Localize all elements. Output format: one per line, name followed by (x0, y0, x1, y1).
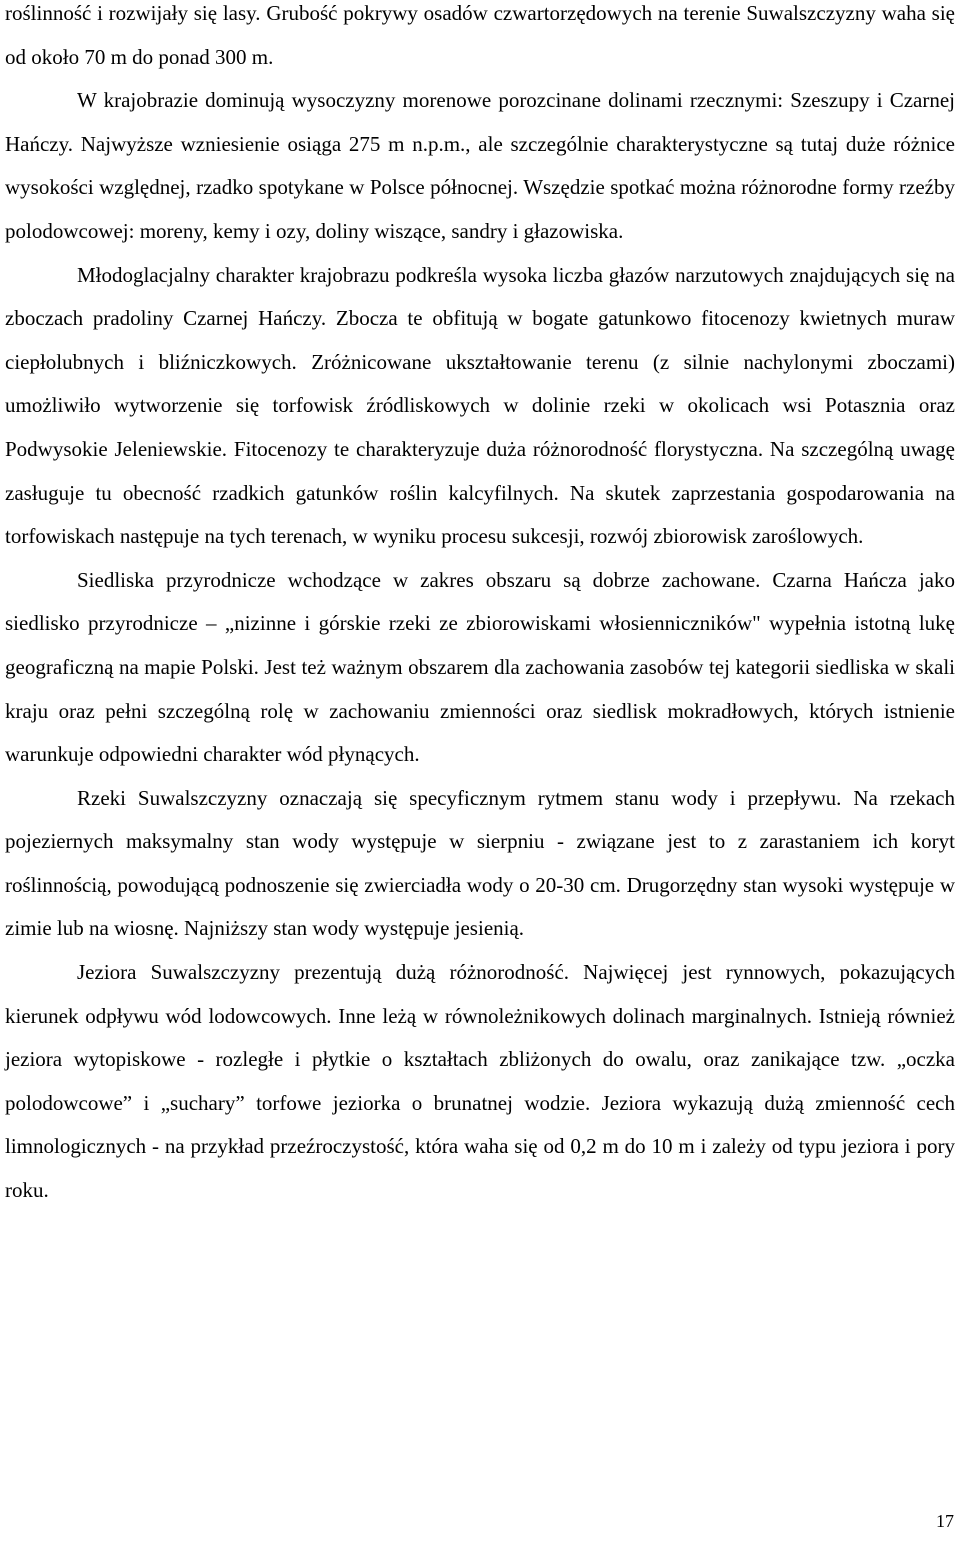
paragraph-1: roślinność i rozwijały się lasy. Grubość pokrywy osadów czwartorzędowych na terenie Suwalszczyzny waha się od około 70 m do ponad 300 m. (5, 1, 955, 69)
paragraph-5: Rzeki Suwalszczyzny oznaczają się specyficznym rytmem stanu wody i przepływu. Na rzekach pojeziernych maksymalny stan wody występuje w sierpniu - związane jest to z zarastaniem ich koryt roślinnością, powodującą podnoszenie się zwierciadła wody o 20-30 cm. Drugorzędny stan wysoki występuje w zimie lub na wiosnę. Najniższy stan wody występuje jesienią. (5, 785, 955, 941)
page-number: 17 (936, 1511, 954, 1531)
paragraph-6: Jeziora Suwalszczyzny prezentują dużą różnorodność. Najwięcej jest rynnowych, pokazujących kierunek odpływu wód lodowcowych. Inne leżą w równoleżnikowych dolinach marginalnych. Istnieją również jeziora wytopiskowe - rozległe i płytkie o kształtach zbliżonych do owalu, oraz zanikające tzw. „oczka polodowcowe” i „suchary” torfowe jeziorka o brunatnej wodzie. Jeziora wykazują dużą zmienność cech limnologicznych - na przykład przeźroczystość, która waha się od 0,2 m do 10 m i zależy od typu jeziora i pory roku. (5, 960, 955, 1203)
paragraph-3: Młodoglacjalny charakter krajobrazu podkreśla wysoka liczba głazów narzutowych znajdujących się na zboczach pradoliny Czarnej Hańczy. Zbocza te obfitują w bogate gatunkowo fitocenozy kwietnych muraw ciepłolubnych i bliźniczkowych. Zróżnicowane ukształtowanie terenu (z silnie nachylonymi zboczami) umożliwiło wytworzenie się torfowisk źródliskowych w dolinie rzeki w okolicach wsi Potasznia oraz Podwysokie Jeleniewskie. Fitocenozy te charakteryzuje duża różnorodność florystyczna. Na szczególną uwagę zasługuje tu obecność rzadkich gatunków roślin kalcyfilnych. Na skutek zaprzestania gospodarowania na torfowiskach następuje na tych terenach, w wyniku procesu sukcesji, rozwój zbiorowisk zaroślowych. (5, 262, 955, 549)
paragraph-4: Siedliska przyrodnicze wchodzące w zakres obszaru są dobrze zachowane. Czarna Hańcza jako siedlisko przyrodnicze – „nizinne i górskie rzeki ze zbiorowiskami włosienniczników" wypełnia istotną lukę geograficzną na mapie Polski. Jest też ważnym obszarem dla zachowania zasobów tej kategorii siedliska w skali kraju oraz pełni szczególną rolę w zachowaniu zmienności oraz siedlisk mokradłowych, których istnienie warunkuje odpowiedni charakter wód płynących. (5, 567, 955, 767)
paragraph-2: W krajobrazie dominują wysoczyzny morenowe porozcinane dolinami rzecznymi: Szeszupy i Czarnej Hańczy. Najwyższe wzniesienie osiąga 275 m n.p.m., ale szczególnie charakterystyczne są tutaj duże różnice wysokości względnej, rzadko spotykane w Polsce północnej. Wszędzie spotkać można różnorodne formy rzeźby polodowcowej: moreny, kemy i ozy, doliny wiszące, sandry i głazowiska. (5, 88, 955, 243)
body-text (5, 0, 955, 1213)
